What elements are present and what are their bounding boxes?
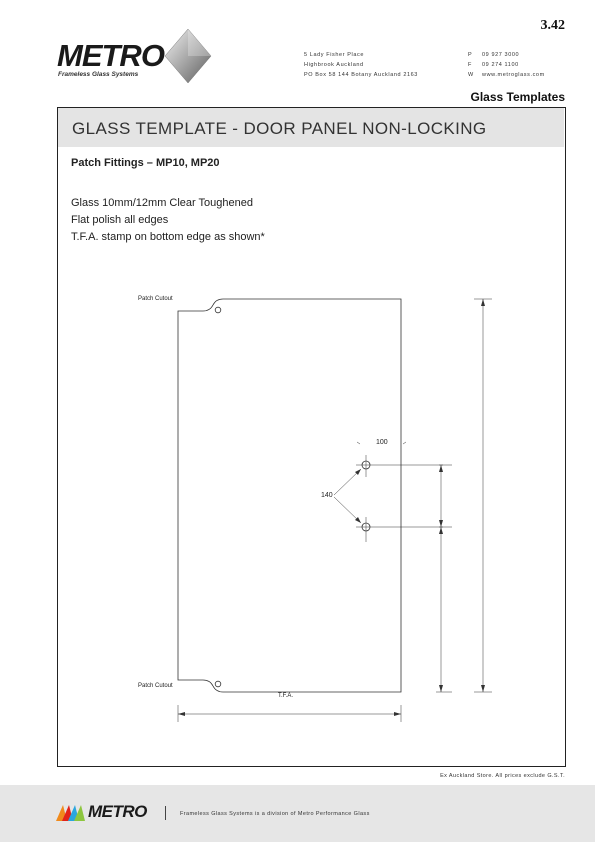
dim-100-left-tick [357, 442, 360, 444]
metro-logo-mark-icon [56, 804, 86, 822]
template-title: GLASS TEMPLATE - DOOR PANEL NON-LOCKING [72, 119, 487, 138]
address-line: PO Box 58 144 Botany Auckland 2163 [304, 72, 418, 78]
web-label: W [468, 72, 474, 78]
phone-number: 09 927 3000 [482, 52, 520, 58]
tfa-label: T.F.A. [278, 693, 294, 699]
spec-line: Flat polish all edges [71, 214, 169, 226]
footer [0, 785, 595, 842]
arrowhead [439, 465, 443, 472]
arrowhead [439, 527, 443, 534]
footer-divider [165, 806, 166, 820]
address-line: Highbrook Auckland [304, 62, 364, 68]
logo-wordmark: METRO [57, 38, 164, 73]
address-block [304, 50, 418, 80]
logo-diamond-icon [163, 27, 213, 85]
dimension-100-label: 100 [376, 439, 388, 446]
footnote: Ex Auckland Store. All prices exclude G.S.T. [440, 773, 565, 779]
spec-line: Glass 10mm/12mm Clear Toughened [71, 197, 253, 209]
door-panel-drawing [58, 108, 564, 763]
template-frame [57, 107, 566, 767]
phone-label: P [468, 52, 473, 58]
page-number: 3.42 [540, 18, 565, 33]
arrowhead [439, 685, 443, 692]
dimension-140-label: 140 [321, 492, 333, 499]
arrowhead [481, 685, 485, 692]
logo-tagline: Frameless Glass Systems [58, 71, 139, 78]
section-title: Glass Templates [470, 90, 565, 104]
dim-100-right-tick [403, 442, 406, 444]
patch-cutout-label-top: Patch Cutout [138, 296, 173, 302]
arrowhead [439, 520, 443, 527]
patch-hole-top [215, 307, 221, 313]
website-link[interactable]: www.metroglass.com [482, 72, 545, 78]
glass-panel-outline [178, 299, 401, 692]
address-line: 5 Lady Fisher Place [304, 52, 365, 58]
arrowhead [394, 712, 401, 716]
template-subtitle: Patch Fittings – MP10, MP20 [71, 157, 220, 169]
fax-label: F [468, 62, 472, 68]
footer-text: Frameless Glass Systems is a division of Metro Performance Glass [180, 811, 370, 817]
contact-values [482, 50, 545, 80]
arrowhead [481, 299, 485, 306]
footer-wordmark: METRO [88, 802, 147, 821]
fax-number: 09 274 1100 [482, 62, 519, 68]
contact-labels [468, 50, 474, 80]
arrowhead [178, 712, 185, 716]
patch-cutout-label-bottom: Patch Cutout [138, 683, 173, 689]
patch-hole-bottom [215, 681, 221, 687]
spec-line: T.F.A. stamp on bottom edge as shown* [71, 231, 265, 243]
